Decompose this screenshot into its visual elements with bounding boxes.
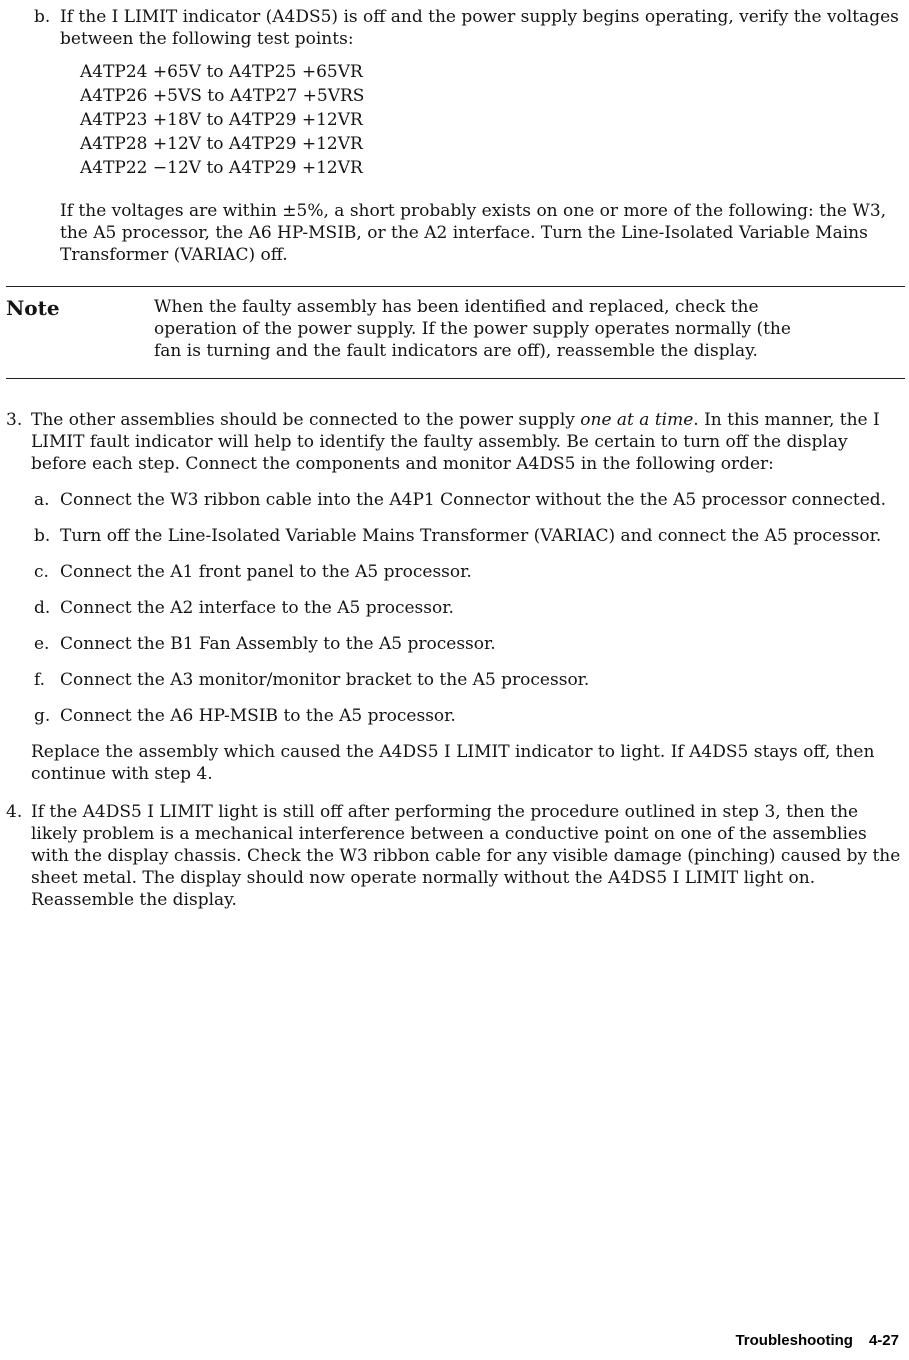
step-3-text xyxy=(31,409,905,475)
test-point-list xyxy=(80,60,905,180)
substep-e-label: e. xyxy=(34,634,50,654)
substep-d xyxy=(32,597,905,619)
step-b-label: b. xyxy=(34,7,51,27)
substep-a xyxy=(32,489,905,511)
substep-f-label: f. xyxy=(34,670,46,690)
step-3-text-end: . In this manner, the I LIMIT fault indicator will help to identify the faulty assembly. Be certain to turn off the display before each step. Connect the components and monitor A4DS5 in the following order: xyxy=(31,410,880,474)
test-point: A4TP22 −12V to A4TP29 +12VR xyxy=(80,158,363,178)
substep-list xyxy=(6,489,905,727)
substep-d-text: Connect the A2 interface to the A5 processor. xyxy=(60,598,454,618)
substep-g-label: g. xyxy=(34,706,51,726)
page-footer xyxy=(735,1330,899,1352)
test-point: A4TP26 +5VS to A4TP27 +5VRS xyxy=(80,86,365,106)
test-point: A4TP23 +18V to A4TP29 +12VR xyxy=(80,110,363,130)
substep-b xyxy=(32,525,905,547)
substep-c-label: c. xyxy=(34,562,49,582)
note-label: Note xyxy=(6,296,60,320)
substep-a-label: a. xyxy=(34,490,50,510)
substep-a-text: Connect the W3 ribbon cable into the A4P1 Connector without the the A5 processor connected. xyxy=(60,490,887,510)
substep-g-text: Connect the A6 HP-MSIB to the A5 processor. xyxy=(60,706,456,726)
substep-f xyxy=(32,669,905,691)
step-b-text: If the I LIMIT indicator (A4DS5) is off and the power supply begins operating, verify the voltages between the following test points: xyxy=(60,7,899,49)
footer-page-number: 4-27 xyxy=(868,1332,899,1349)
step-3-italic-phrase: one at a time xyxy=(580,410,694,430)
substep-g xyxy=(32,705,905,727)
substep-f-text: Connect the A3 monitor/monitor bracket to the A5 processor. xyxy=(60,670,590,690)
note-box xyxy=(6,286,905,379)
test-point: A4TP24 +65V to A4TP25 +65VR xyxy=(80,62,363,82)
substep-e-text: Connect the B1 Fan Assembly to the A5 processor. xyxy=(60,634,496,654)
step-3-label: 3. xyxy=(6,410,23,430)
step-4-label: 4. xyxy=(6,802,23,822)
note-text: When the faulty assembly has been identified and replaced, check the operation of the power supply. If the power supply operates normally (the fan is turning and the fault indicators are off), reassemble the display. xyxy=(154,297,791,361)
replace-paragraph: Replace the assembly which caused the A4DS5 I LIMIT indicator to light. If A4DS5 stays off, then continue with step 4. xyxy=(31,742,875,784)
step-4 xyxy=(6,801,905,911)
substep-b-text: Turn off the Line-Isolated Variable Mains Transformer (VARIAC) and connect the A5 processor. xyxy=(60,526,882,546)
substep-b-label: b. xyxy=(34,526,51,546)
substep-d-label: d. xyxy=(34,598,51,618)
step-3-text-start: The other assemblies should be connected to the power supply xyxy=(31,410,581,430)
test-point: A4TP28 +12V to A4TP29 +12VR xyxy=(80,134,363,154)
substep-c-text: Connect the A1 front panel to the A5 processor. xyxy=(60,562,472,582)
step-4-text: If the A4DS5 I LIMIT light is still off after performing the procedure outlined in step 3, then the likely problem is a mechanical interference between a conductive point on one of the assemblies with the display chassis. Check the W3 ribbon cable for any visible damage (pinching) caused by the sheet metal. The display should now operate normally without the A4DS5 I LIMIT light on. Reassemble the display. xyxy=(31,802,901,910)
step-3 xyxy=(6,409,905,475)
step-b xyxy=(34,6,905,50)
footer-section-title: Troubleshooting xyxy=(735,1332,853,1349)
substep-e xyxy=(32,633,905,655)
substep-c xyxy=(32,561,905,583)
voltage-paragraph: If the voltages are within ±5%, a short probably exists on one or more of the following: the W3, the A5 processor, the A6 HP-MSIB, or the A2 interface. Turn the Line-Isolated Variable Mains Transformer (VARIAC) off. xyxy=(60,201,887,265)
